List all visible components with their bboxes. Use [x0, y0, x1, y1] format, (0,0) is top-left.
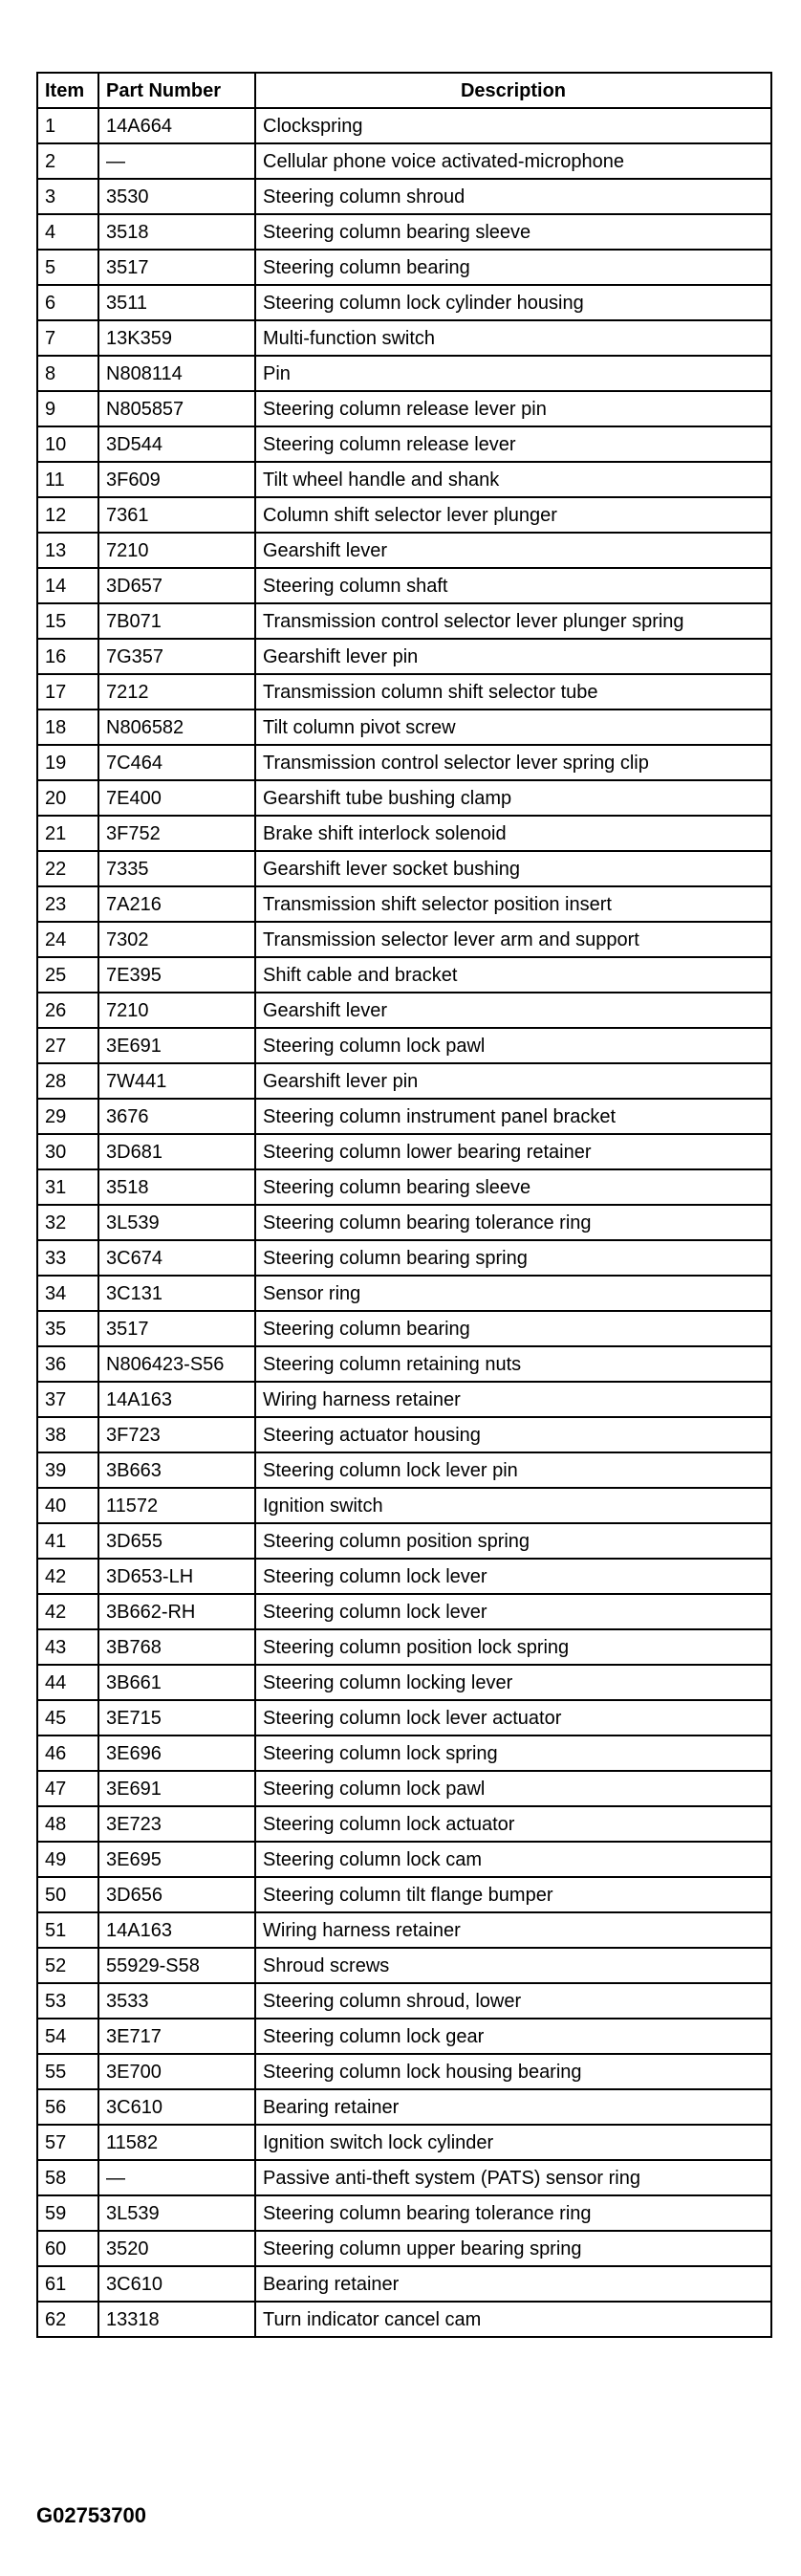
item-cell: 37 — [37, 1382, 98, 1417]
part-number-cell: 3C131 — [98, 1276, 255, 1311]
part-number-cell: 3B768 — [98, 1629, 255, 1665]
item-cell: 6 — [37, 285, 98, 320]
table-row — [37, 816, 771, 851]
item-cell: 35 — [37, 1311, 98, 1346]
part-number-cell: 7W441 — [98, 1063, 255, 1099]
part-number-cell: 3530 — [98, 179, 255, 214]
description-cell: Transmission control selector lever spring clip — [255, 745, 771, 780]
part-number-cell: 7E400 — [98, 780, 255, 816]
description-cell: Steering column shroud — [255, 179, 771, 214]
part-number-cell: 7E395 — [98, 957, 255, 993]
table-row — [37, 1948, 771, 1983]
part-number-cell: 3L539 — [98, 2195, 255, 2231]
item-cell: 39 — [37, 1452, 98, 1488]
parts-table — [36, 72, 772, 2338]
item-cell: 32 — [37, 1205, 98, 1240]
table-row — [37, 780, 771, 816]
part-number-cell: N805857 — [98, 391, 255, 426]
item-cell: 5 — [37, 250, 98, 285]
item-cell: 23 — [37, 886, 98, 922]
description-cell: Steering column lock lever — [255, 1594, 771, 1629]
table-row — [37, 2019, 771, 2054]
item-cell: 33 — [37, 1240, 98, 1276]
part-number-cell: 7335 — [98, 851, 255, 886]
description-cell: Steering column lock lever actuator — [255, 1700, 771, 1736]
item-cell: 38 — [37, 1417, 98, 1452]
table-row — [37, 1276, 771, 1311]
item-cell: 2 — [37, 143, 98, 179]
description-cell: Gearshift lever socket bushing — [255, 851, 771, 886]
description-cell: Steering column bearing — [255, 1311, 771, 1346]
description-cell: Steering column lock housing bearing — [255, 2054, 771, 2089]
description-cell: Steering column lock lever — [255, 1559, 771, 1594]
item-cell: 42 — [37, 1594, 98, 1629]
item-cell: 25 — [37, 957, 98, 993]
table-row — [37, 957, 771, 993]
header-row — [37, 73, 771, 108]
item-cell: 52 — [37, 1948, 98, 1983]
column-header-part-number: Part Number — [98, 73, 255, 108]
table-row — [37, 674, 771, 709]
item-cell: 21 — [37, 816, 98, 851]
part-number-cell: 7302 — [98, 922, 255, 957]
description-cell: Steering column lock pawl — [255, 1771, 771, 1806]
item-cell: 60 — [37, 2231, 98, 2266]
part-number-cell: 3F723 — [98, 1417, 255, 1452]
item-cell: 46 — [37, 1736, 98, 1771]
item-cell: 17 — [37, 674, 98, 709]
part-number-cell: 3E700 — [98, 2054, 255, 2089]
part-number-cell: 3C674 — [98, 1240, 255, 1276]
item-cell: 11 — [37, 462, 98, 497]
item-cell: 34 — [37, 1276, 98, 1311]
part-number-cell: 3D653-LH — [98, 1559, 255, 1594]
table-row — [37, 426, 771, 462]
column-header-description: Description — [255, 73, 771, 108]
description-cell: Gearshift lever pin — [255, 1063, 771, 1099]
description-cell: Steering column retaining nuts — [255, 1346, 771, 1382]
description-cell: Gearshift lever — [255, 993, 771, 1028]
table-row — [37, 1912, 771, 1948]
description-cell: Steering column bearing tolerance ring — [255, 1205, 771, 1240]
table-row — [37, 2089, 771, 2125]
table-row — [37, 250, 771, 285]
part-number-cell: 3L539 — [98, 1205, 255, 1240]
description-cell: Steering column lower bearing retainer — [255, 1134, 771, 1169]
part-number-cell: — — [98, 143, 255, 179]
item-cell: 7 — [37, 320, 98, 356]
item-cell: 15 — [37, 603, 98, 639]
description-cell: Multi-function switch — [255, 320, 771, 356]
description-cell: Shift cable and bracket — [255, 957, 771, 993]
description-cell: Ignition switch lock cylinder — [255, 2125, 771, 2160]
part-number-cell: 3518 — [98, 214, 255, 250]
table-row — [37, 2195, 771, 2231]
table-row — [37, 1736, 771, 1771]
table-row — [37, 1205, 771, 1240]
table-row — [37, 285, 771, 320]
item-cell: 10 — [37, 426, 98, 462]
table-row — [37, 2054, 771, 2089]
item-cell: 16 — [37, 639, 98, 674]
description-cell: Passive anti-theft system (PATS) sensor ring — [255, 2160, 771, 2195]
table-row — [37, 1629, 771, 1665]
item-cell: 26 — [37, 993, 98, 1028]
figure-id: G02753700 — [36, 2503, 146, 2527]
part-number-cell: 14A163 — [98, 1382, 255, 1417]
item-cell: 41 — [37, 1523, 98, 1559]
item-cell: 43 — [37, 1629, 98, 1665]
table-row — [37, 1842, 771, 1877]
item-cell: 12 — [37, 497, 98, 533]
description-cell: Steering column bearing sleeve — [255, 214, 771, 250]
table-row — [37, 1099, 771, 1134]
table-row — [37, 1523, 771, 1559]
part-number-cell: 3F609 — [98, 462, 255, 497]
description-cell: Wiring harness retainer — [255, 1382, 771, 1417]
description-cell: Steering column lock actuator — [255, 1806, 771, 1842]
table-row — [37, 1063, 771, 1099]
part-number-cell: 3C610 — [98, 2266, 255, 2302]
item-cell: 59 — [37, 2195, 98, 2231]
column-header-item: Item — [37, 73, 98, 108]
table-row — [37, 1134, 771, 1169]
table-row — [37, 1983, 771, 2019]
table-row — [37, 993, 771, 1028]
part-number-cell: 3E696 — [98, 1736, 255, 1771]
part-number-cell: 11572 — [98, 1488, 255, 1523]
description-cell: Gearshift tube bushing clamp — [255, 780, 771, 816]
table-row — [37, 1594, 771, 1629]
item-cell: 1 — [37, 108, 98, 143]
table-row — [37, 1806, 771, 1842]
table-row — [37, 1488, 771, 1523]
part-number-cell: 7A216 — [98, 886, 255, 922]
table-row — [37, 2125, 771, 2160]
description-cell: Steering actuator housing — [255, 1417, 771, 1452]
item-cell: 51 — [37, 1912, 98, 1948]
item-cell: 55 — [37, 2054, 98, 2089]
part-number-cell: 3E695 — [98, 1842, 255, 1877]
description-cell: Bearing retainer — [255, 2266, 771, 2302]
description-cell: Steering column upper bearing spring — [255, 2231, 771, 2266]
table-row — [37, 462, 771, 497]
item-cell: 4 — [37, 214, 98, 250]
table-row — [37, 709, 771, 745]
table-row — [37, 108, 771, 143]
item-cell: 61 — [37, 2266, 98, 2302]
item-cell: 54 — [37, 2019, 98, 2054]
table-row — [37, 1346, 771, 1382]
description-cell: Steering column bearing spring — [255, 1240, 771, 1276]
part-number-cell: 13318 — [98, 2302, 255, 2337]
table-row — [37, 533, 771, 568]
table-row — [37, 1382, 771, 1417]
item-cell: 48 — [37, 1806, 98, 1842]
description-cell: Steering column release lever pin — [255, 391, 771, 426]
part-number-cell: 3511 — [98, 285, 255, 320]
part-number-cell: 3B662-RH — [98, 1594, 255, 1629]
part-number-cell: 3517 — [98, 1311, 255, 1346]
description-cell: Steering column lock cam — [255, 1842, 771, 1877]
part-number-cell: 7C464 — [98, 745, 255, 780]
description-cell: Gearshift lever — [255, 533, 771, 568]
item-cell: 3 — [37, 179, 98, 214]
item-cell: 31 — [37, 1169, 98, 1205]
description-cell: Steering column release lever — [255, 426, 771, 462]
table-row — [37, 1452, 771, 1488]
part-number-cell: 3E717 — [98, 2019, 255, 2054]
description-cell: Gearshift lever pin — [255, 639, 771, 674]
item-cell: 14 — [37, 568, 98, 603]
description-cell: Transmission selector lever arm and support — [255, 922, 771, 957]
part-number-cell: N806582 — [98, 709, 255, 745]
part-number-cell: 7B071 — [98, 603, 255, 639]
table-row — [37, 745, 771, 780]
part-number-cell: 3E691 — [98, 1028, 255, 1063]
table-row — [37, 2160, 771, 2195]
table-row — [37, 886, 771, 922]
part-number-cell: 3D657 — [98, 568, 255, 603]
part-number-cell: 3F752 — [98, 816, 255, 851]
part-number-cell: 14A163 — [98, 1912, 255, 1948]
table-row — [37, 391, 771, 426]
table-row — [37, 1028, 771, 1063]
description-cell: Shroud screws — [255, 1948, 771, 1983]
part-number-cell: 11582 — [98, 2125, 255, 2160]
item-cell: 58 — [37, 2160, 98, 2195]
description-cell: Steering column bearing sleeve — [255, 1169, 771, 1205]
table-row — [37, 851, 771, 886]
item-cell: 19 — [37, 745, 98, 780]
item-cell: 53 — [37, 1983, 98, 2019]
table-row — [37, 497, 771, 533]
description-cell: Steering column lock lever pin — [255, 1452, 771, 1488]
item-cell: 49 — [37, 1842, 98, 1877]
description-cell: Clockspring — [255, 108, 771, 143]
description-cell: Steering column position spring — [255, 1523, 771, 1559]
item-cell: 57 — [37, 2125, 98, 2160]
table-row — [37, 214, 771, 250]
description-cell: Transmission column shift selector tube — [255, 674, 771, 709]
item-cell: 28 — [37, 1063, 98, 1099]
table-row — [37, 1700, 771, 1736]
table-row — [37, 922, 771, 957]
table-row — [37, 179, 771, 214]
description-cell: Steering column position lock spring — [255, 1629, 771, 1665]
item-cell: 8 — [37, 356, 98, 391]
item-cell: 20 — [37, 780, 98, 816]
item-cell: 56 — [37, 2089, 98, 2125]
item-cell: 36 — [37, 1346, 98, 1382]
part-number-cell: 3E715 — [98, 1700, 255, 1736]
item-cell: 18 — [37, 709, 98, 745]
description-cell: Steering column bearing — [255, 250, 771, 285]
item-cell: 30 — [37, 1134, 98, 1169]
part-number-cell: 3533 — [98, 1983, 255, 2019]
description-cell: Steering column lock cylinder housing — [255, 285, 771, 320]
part-number-cell: 55929-S58 — [98, 1948, 255, 1983]
part-number-cell: 7G357 — [98, 639, 255, 674]
item-cell: 45 — [37, 1700, 98, 1736]
part-number-cell: 14A664 — [98, 108, 255, 143]
description-cell: Steering column lock pawl — [255, 1028, 771, 1063]
table-row — [37, 568, 771, 603]
item-cell: 13 — [37, 533, 98, 568]
description-cell: Bearing retainer — [255, 2089, 771, 2125]
part-number-cell: N808114 — [98, 356, 255, 391]
table-row — [37, 639, 771, 674]
part-number-cell: 7212 — [98, 674, 255, 709]
part-number-cell: 3D544 — [98, 426, 255, 462]
description-cell: Ignition switch — [255, 1488, 771, 1523]
part-number-cell: 3517 — [98, 250, 255, 285]
part-number-cell: 3B663 — [98, 1452, 255, 1488]
description-cell: Tilt column pivot screw — [255, 709, 771, 745]
part-number-cell: 3518 — [98, 1169, 255, 1205]
part-number-cell: — — [98, 2160, 255, 2195]
description-cell: Steering column shroud, lower — [255, 1983, 771, 2019]
description-cell: Transmission control selector lever plunger spring — [255, 603, 771, 639]
description-cell: Pin — [255, 356, 771, 391]
table-row — [37, 1877, 771, 1912]
description-cell: Transmission shift selector position insert — [255, 886, 771, 922]
description-cell: Turn indicator cancel cam — [255, 2302, 771, 2337]
description-cell: Steering column tilt flange bumper — [255, 1877, 771, 1912]
item-cell: 47 — [37, 1771, 98, 1806]
part-number-cell: 3C610 — [98, 2089, 255, 2125]
description-cell: Tilt wheel handle and shank — [255, 462, 771, 497]
description-cell: Column shift selector lever plunger — [255, 497, 771, 533]
item-cell: 40 — [37, 1488, 98, 1523]
item-cell: 50 — [37, 1877, 98, 1912]
item-cell: 27 — [37, 1028, 98, 1063]
part-number-cell: 3D656 — [98, 1877, 255, 1912]
part-number-cell: 3676 — [98, 1099, 255, 1134]
table-row — [37, 320, 771, 356]
part-number-cell: 3E723 — [98, 1806, 255, 1842]
description-cell: Steering column locking lever — [255, 1665, 771, 1700]
part-number-cell: 7210 — [98, 533, 255, 568]
part-number-cell: 3D655 — [98, 1523, 255, 1559]
item-cell: 62 — [37, 2302, 98, 2337]
table-row — [37, 1559, 771, 1594]
description-cell: Steering column lock gear — [255, 2019, 771, 2054]
parts-table-body — [37, 108, 771, 2337]
table-row — [37, 2266, 771, 2302]
table-row — [37, 1169, 771, 1205]
table-row — [37, 1771, 771, 1806]
part-number-cell: 7210 — [98, 993, 255, 1028]
part-number-cell: 3B661 — [98, 1665, 255, 1700]
table-row — [37, 2231, 771, 2266]
table-row — [37, 1665, 771, 1700]
description-cell: Wiring harness retainer — [255, 1912, 771, 1948]
part-number-cell: 7361 — [98, 497, 255, 533]
table-row — [37, 143, 771, 179]
item-cell: 9 — [37, 391, 98, 426]
item-cell: 24 — [37, 922, 98, 957]
item-cell: 22 — [37, 851, 98, 886]
description-cell: Brake shift interlock solenoid — [255, 816, 771, 851]
table-row — [37, 1417, 771, 1452]
table-row — [37, 1311, 771, 1346]
table-row — [37, 356, 771, 391]
description-cell: Sensor ring — [255, 1276, 771, 1311]
item-cell: 42 — [37, 1559, 98, 1594]
part-number-cell: 3D681 — [98, 1134, 255, 1169]
part-number-cell: 3520 — [98, 2231, 255, 2266]
item-cell: 44 — [37, 1665, 98, 1700]
description-cell: Steering column instrument panel bracket — [255, 1099, 771, 1134]
item-cell: 29 — [37, 1099, 98, 1134]
description-cell: Steering column lock spring — [255, 1736, 771, 1771]
table-row — [37, 2302, 771, 2337]
part-number-cell: N806423-S56 — [98, 1346, 255, 1382]
table-row — [37, 1240, 771, 1276]
part-number-cell: 3E691 — [98, 1771, 255, 1806]
description-cell: Cellular phone voice activated-microphone — [255, 143, 771, 179]
table-row — [37, 603, 771, 639]
description-cell: Steering column bearing tolerance ring — [255, 2195, 771, 2231]
description-cell: Steering column shaft — [255, 568, 771, 603]
part-number-cell: 13K359 — [98, 320, 255, 356]
